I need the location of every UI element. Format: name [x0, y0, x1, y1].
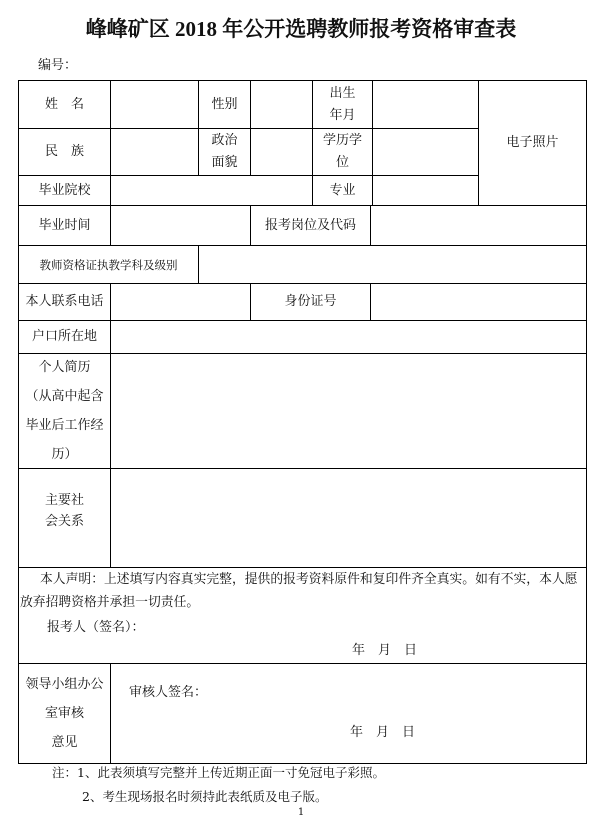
declaration-text-line: 本人声明：上述填写内容真实完整，提供的报考资料原件和复印件齐全真实。如有不实，本人愿 — [40, 572, 578, 587]
household-registration-label: 户口所在地 — [18, 320, 111, 354]
major-value-cell — [372, 175, 479, 206]
birth-date-value-cell — [372, 80, 479, 129]
note-line: 注：1、此表须填写完整并上传近期正面一寸免冠电子彩照。 — [52, 765, 385, 780]
major-label: 专业 — [312, 175, 373, 206]
teacher-certificate-value-cell — [198, 245, 587, 284]
ethnicity-label: 民 族 — [18, 128, 111, 176]
review-opinion-label-line: 室审核 — [44, 706, 84, 721]
position-code-label: 报考岗位及代码 — [250, 205, 371, 246]
name-value-cell — [110, 80, 199, 129]
social-relations-label — [18, 468, 111, 568]
social-relations-value-cell — [110, 468, 587, 568]
review-opinion-label-line: 意见 — [51, 735, 78, 750]
gender-value-cell — [250, 80, 313, 129]
resume-label-line: 历） — [51, 447, 78, 462]
teacher-certificate-label: 教师资格证执教学科及级别 — [18, 245, 199, 284]
position-code-value-cell — [370, 205, 587, 246]
reviewer-signature-label: 审核人签名： — [129, 685, 208, 700]
political-status-label-line: 政治 — [211, 133, 238, 148]
gender-label: 性别 — [198, 80, 251, 129]
id-number-value-cell — [370, 283, 587, 321]
political-status-value-cell — [250, 128, 313, 176]
page-number: 1 — [297, 807, 305, 818]
declaration-text-line: 放弃招聘资格并承担一切责任。 — [20, 595, 200, 610]
serial-number-label: 编号： — [38, 58, 78, 73]
review-opinion-label — [18, 663, 111, 764]
resume-label — [18, 353, 111, 469]
birth-date-label — [312, 80, 373, 129]
resume-label-line: 毕业后工作经 — [25, 418, 104, 433]
name-label: 姓 名 — [18, 80, 111, 129]
social-relations-label-line: 会关系 — [44, 514, 84, 529]
review-opinion-label-line: 领导小组办公 — [25, 677, 104, 692]
applicant-signature-label: 报考人（签名）： — [47, 620, 145, 635]
political-status-label-line: 面貌 — [211, 155, 238, 170]
declaration-cell — [18, 567, 587, 664]
household-registration-value-cell — [110, 320, 587, 354]
graduation-time-value-cell — [110, 205, 251, 246]
applicant-date: 年 月 日 — [352, 643, 418, 658]
resume-label-line: （从高中起含 — [25, 389, 104, 404]
political-status-label — [198, 128, 251, 176]
photo-cell — [478, 80, 587, 206]
form-title: 峰峰矿区 2018 年公开选聘教师报考资格审查表 — [85, 17, 517, 41]
photo-label: 电子照片 — [506, 135, 559, 150]
review-date: 年 月 日 — [350, 725, 416, 740]
note-line: 2、考生现场报名时须持此表纸质及电子版。 — [82, 789, 328, 804]
phone-value-cell — [110, 283, 251, 321]
ethnicity-value-cell — [110, 128, 199, 176]
resume-label-line: 个人简历 — [38, 360, 91, 375]
graduate-school-value-cell — [110, 175, 313, 206]
review-opinion-cell — [110, 663, 587, 764]
education-degree-label-line: 位 — [335, 155, 349, 170]
graduate-school-label: 毕业院校 — [18, 175, 111, 206]
resume-value-cell — [110, 353, 587, 469]
birth-date-label-line: 出生 — [329, 85, 356, 101]
education-degree-label — [312, 128, 373, 176]
phone-label: 本人联系电话 — [18, 283, 111, 321]
id-number-label: 身份证号 — [250, 283, 371, 321]
social-relations-label-line: 主要社 — [44, 493, 84, 508]
education-degree-label-line: 学历学 — [322, 133, 362, 148]
graduation-time-label: 毕业时间 — [18, 205, 111, 246]
birth-date-label-line: 年月 — [329, 107, 356, 123]
education-degree-value-cell — [372, 128, 479, 176]
